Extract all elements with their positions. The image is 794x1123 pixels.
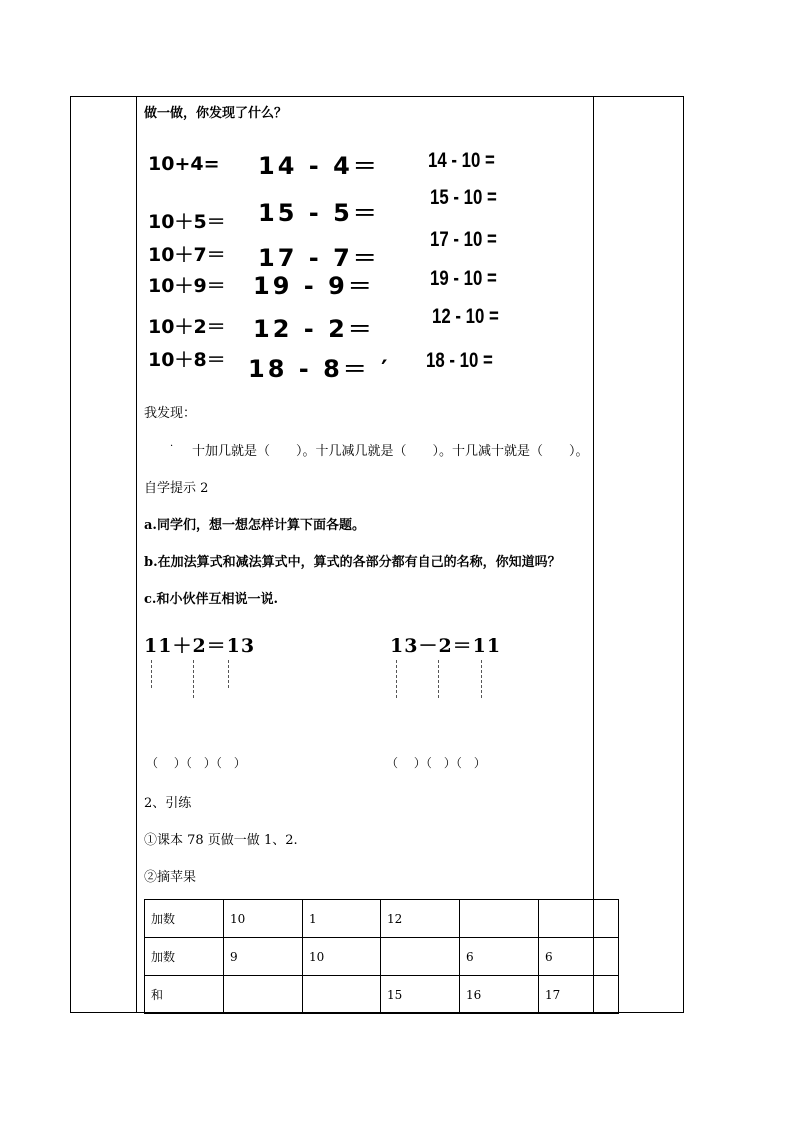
hint-b: b.在加法算式和减法算式中，算式的各部分都有自己的名称，你知道吗？ bbox=[144, 555, 561, 570]
hint-c: c.和小伙伴互相说一说. bbox=[144, 592, 278, 607]
math-add-6: 10＋8＝ bbox=[148, 349, 226, 371]
math-add-4: 10＋9＝ bbox=[148, 275, 226, 297]
hint-title: 自学提示 2 bbox=[144, 481, 209, 496]
table-cell: 10 bbox=[224, 900, 303, 938]
math-sub-2: 15 - 5＝ bbox=[258, 199, 380, 227]
column-divider-right bbox=[593, 96, 594, 1013]
math-sub-1: 14 - 4＝ bbox=[258, 152, 380, 180]
table-cell bbox=[594, 976, 619, 1014]
discover-text: 十加几就是（ ）。十几减几就是（ ）。十几减十就是（ ）。 bbox=[192, 444, 589, 459]
table-cell: 和 bbox=[145, 976, 224, 1014]
table-cell: 加数 bbox=[145, 900, 224, 938]
table-cell bbox=[594, 938, 619, 976]
dashed-line-sub-1 bbox=[396, 660, 397, 698]
practice-title: 2、引练 bbox=[144, 796, 192, 811]
dashed-line-add-3 bbox=[228, 660, 229, 688]
table-cell: 17 bbox=[539, 976, 594, 1014]
practice-item-2: ②摘苹果 bbox=[144, 870, 197, 885]
table-cell bbox=[224, 976, 303, 1014]
table-cell: 12 bbox=[381, 900, 460, 938]
table-cell: 10 bbox=[303, 938, 381, 976]
math-sub10-5: 12 - 10 = bbox=[432, 305, 499, 328]
math-add-1: 10+4= bbox=[148, 153, 220, 175]
table-cell bbox=[303, 976, 381, 1014]
table-cell: 6 bbox=[539, 938, 594, 976]
table-cell bbox=[460, 900, 539, 938]
math-sub10-4: 19 - 10 = bbox=[430, 267, 497, 290]
blanks-addition: （ ）（ ）（ ） bbox=[146, 756, 246, 770]
math-add-3: 10＋7＝ bbox=[148, 244, 226, 266]
discover-label: 我发现： bbox=[144, 406, 197, 421]
math-sub10-6: 18 - 10 = bbox=[426, 349, 493, 372]
table-cell: 9 bbox=[224, 938, 303, 976]
dashed-line-sub-2 bbox=[438, 660, 439, 698]
math-sub10-1: 14 - 10 = bbox=[428, 149, 495, 172]
table-cell bbox=[594, 900, 619, 938]
table-cell: 15 bbox=[381, 976, 460, 1014]
section-title: 做一做，你发现了什么？ bbox=[144, 106, 288, 121]
dashed-line-add-1 bbox=[151, 660, 152, 688]
table-row bbox=[145, 900, 619, 938]
math-sub10-2: 15 - 10 = bbox=[430, 186, 497, 209]
practice-item-1: ①课本 78 页做一做 1、2. bbox=[144, 833, 298, 848]
table-cell: 加数 bbox=[145, 938, 224, 976]
table-row bbox=[145, 938, 619, 976]
equation-subtraction: 13－2＝11 bbox=[390, 635, 502, 657]
math-sub-4: 19 - 9＝ bbox=[253, 272, 375, 300]
column-divider-left bbox=[136, 96, 137, 1013]
math-sub-5: 12 - 2＝ bbox=[253, 315, 375, 343]
dashed-line-add-2 bbox=[193, 660, 194, 698]
dashed-line-sub-3 bbox=[481, 660, 482, 698]
math-add-5: 10＋2＝ bbox=[148, 316, 226, 338]
equation-addition: 11＋2＝13 bbox=[144, 635, 256, 657]
bullet-icon: · bbox=[170, 441, 174, 452]
math-add-2: 10＋5＝ bbox=[148, 211, 226, 233]
table-cell bbox=[539, 900, 594, 938]
math-sub-6: 18 - 8＝ ′ bbox=[248, 355, 391, 383]
table-row bbox=[145, 976, 619, 1014]
table-cell bbox=[381, 938, 460, 976]
table-cell: 16 bbox=[460, 976, 539, 1014]
math-sub10-3: 17 - 10 = bbox=[430, 228, 497, 251]
hint-a: a.同学们，想一想怎样计算下面各题。 bbox=[144, 518, 365, 533]
blanks-subtraction: （ ）（ ）（ ） bbox=[386, 756, 486, 770]
table-cell: 1 bbox=[303, 900, 381, 938]
table-cell: 6 bbox=[460, 938, 539, 976]
math-sub-3: 17 - 7＝ bbox=[258, 244, 380, 272]
apple-table bbox=[144, 899, 619, 1014]
